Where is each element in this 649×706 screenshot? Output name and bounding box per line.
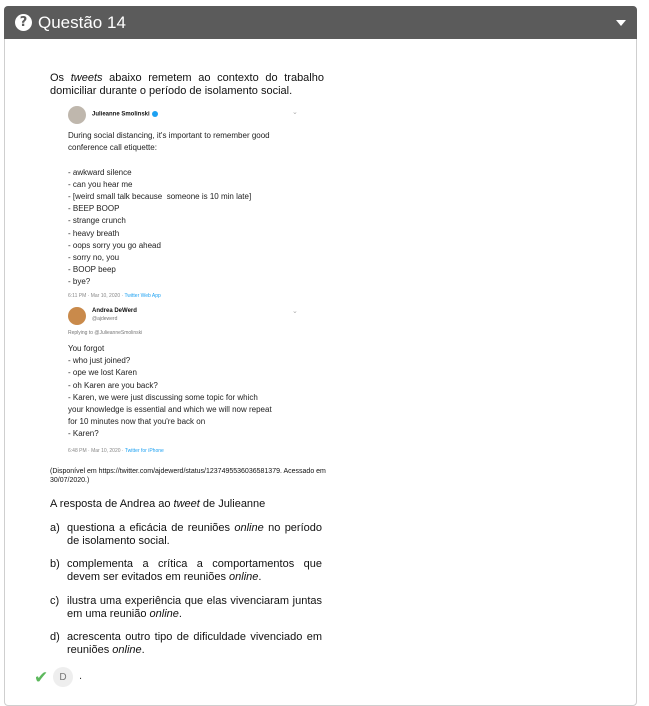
tweet2-handle: @ajdewerd <box>92 316 118 322</box>
option-letter: a) <box>50 522 60 534</box>
tweet-image <box>60 100 322 460</box>
avatar <box>68 106 86 124</box>
avatar <box>68 307 86 325</box>
question-circle-icon: ? <box>15 14 32 31</box>
tweet1-body: During social distancing, it's important to remember good conference call etiquette: - awkward silence - can you hear me - [weird small talk because someone is 10 min late] - BEEP BOOP - strange crunch - heavy breath - oops sorry you go ahead - sorry no, you - BOOP beep - bye? <box>68 131 270 287</box>
option-d[interactable] <box>50 631 322 656</box>
question-header[interactable] <box>4 6 637 39</box>
chevron-down-icon: ⌄ <box>292 308 298 315</box>
check-icon: ✔ <box>34 668 49 688</box>
option-a[interactable] <box>50 522 322 547</box>
option-letter: d) <box>50 631 60 643</box>
tweet2-replying: Replying to @JulieanneSmolinski <box>68 330 143 336</box>
option-letter: b) <box>50 558 60 570</box>
source-citation: (Disponível em https://twitter.com/ajdewerd/status/1237495536036581379. Acessado em 30/07/2020.) <box>50 468 326 484</box>
option-c[interactable] <box>50 595 322 620</box>
option-text: ilustra uma experiência que elas vivenciaram juntas em uma reunião online. <box>67 595 322 620</box>
option-b[interactable] <box>50 558 322 583</box>
verified-icon <box>152 111 158 117</box>
chevron-down-icon: ⌄ <box>292 109 298 116</box>
answer-badge: D <box>53 667 73 687</box>
option-text: complementa a crítica a comportamentos que devem ser evitados em reuniões online. <box>67 558 322 583</box>
tweet2-body: You forgot - who just joined? - ope we lost Karen - oh Karen are you back? - Karen, we were just discussing some topic for which your knowledge is essential and which we will now repeat for 10 minutes now that you're back on - Karen? <box>68 344 272 439</box>
question-title: Questão 14 <box>38 12 126 32</box>
tweet2-author: Andrea DeWerd <box>92 308 137 314</box>
option-text: acrescenta outro tipo de dificuldade vivenciado em reuniões online. <box>67 631 322 656</box>
answer-suffix: . <box>79 670 83 682</box>
option-letter: c) <box>50 595 60 607</box>
question-stem: Os tweets abaixo remetem ao contexto do trabalho domiciliar durante o período de isolamento social. <box>50 72 324 97</box>
caret-down-icon[interactable] <box>616 20 626 26</box>
tweet1-meta: 6:11 PM · Mar 10, 2020 · Twitter Web App <box>68 293 161 299</box>
tweet2-meta: 6:48 PM · Mar 10, 2020 · Twitter for iPhone <box>68 448 164 454</box>
option-text: questiona a eficácia de reuniões online no período de isolamento social. <box>67 522 323 547</box>
tweet1-author: Julieanne Smolinski <box>92 111 158 118</box>
question-prompt: A resposta de Andrea ao tweet de Julieanne <box>50 498 266 510</box>
stem-emphasis: tweets <box>70 72 103 84</box>
